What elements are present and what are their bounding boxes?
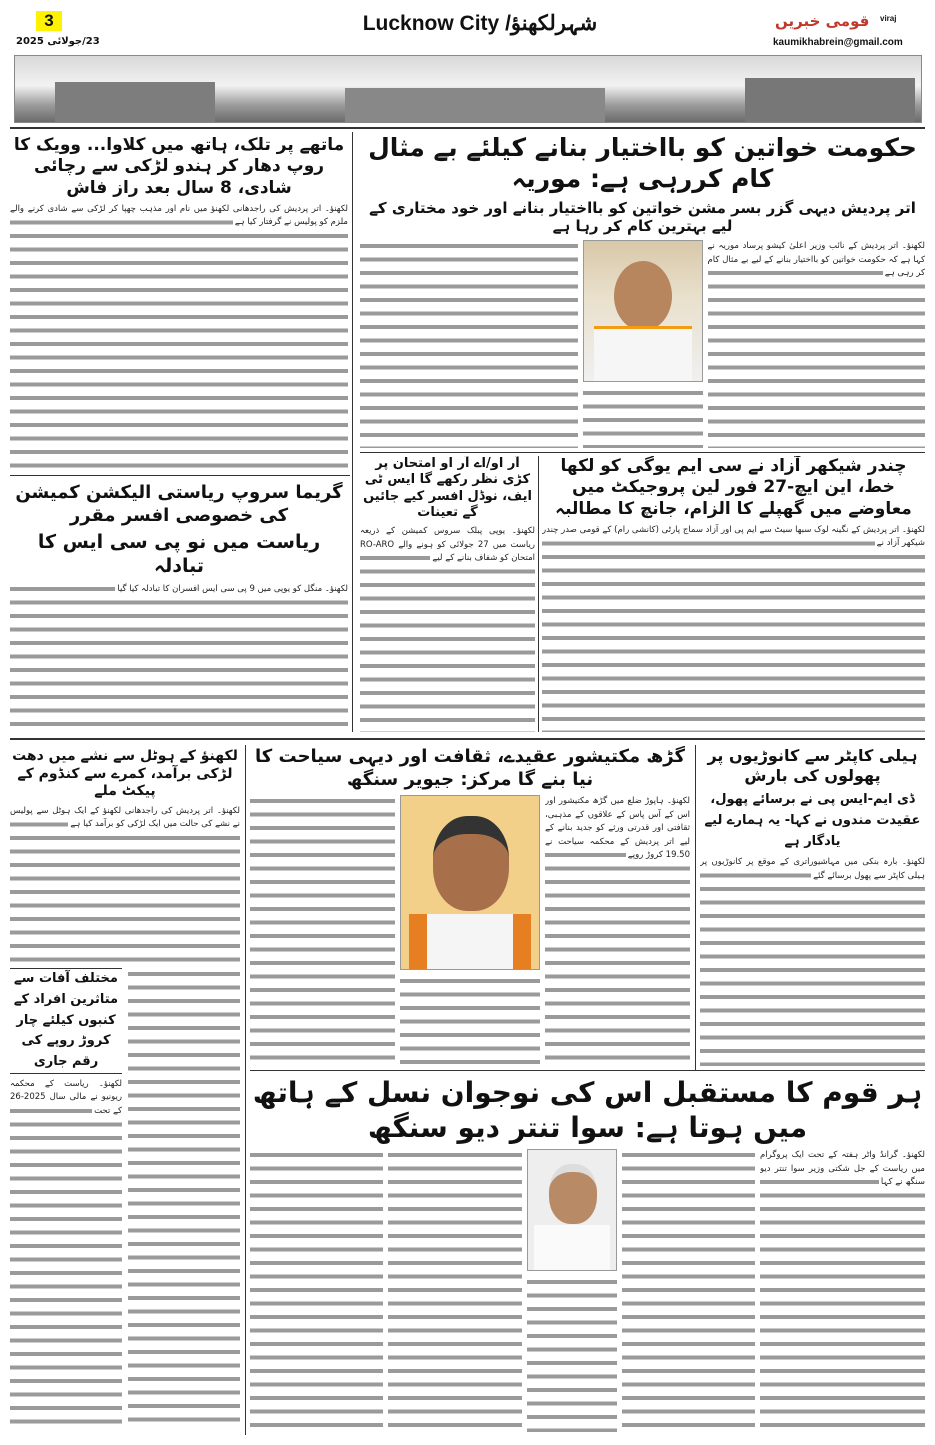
article-body-garhmukteshwar-2 [250,795,395,1066]
article-body-swatantra-5 [250,1149,383,1432]
headline-hindu-girl: ماتھے پر تلک، ہاتھ میں کلاوا... وویک کا روپ دھار کر ہندو لڑکی سے رچائی شادی، 8 سال بعد راز فاش [10,135,348,199]
paper-name: قومی خبریں [775,12,870,30]
headline-aafat: مختلف آفات سے متاثرین افراد کے کنبوں کیلئے چار کروڑ روپے کی رقم جاری [10,968,122,1074]
story-garima [10,482,348,732]
article-body-chandrashekhar: لکھنؤ۔ اتر پردیش کے نگینہ لوک سبھا سیٹ سے ایم پی اور آزاد سماج پارٹی (کانشی رام) کے قومی صدر چندر شیکھر آزاد نے [542,524,925,732]
article-body-maurya-2 [583,387,703,448]
article-body-hotel-2 [128,968,240,1430]
headline-ro-aro: آر او/اے آر او امتحان پر کڑی نظر رکھے گا ایس ٹی ایف، نوڈل افسر کیے جائیں گے تعینات [360,456,535,521]
contact-email: kaumikhabrein@gmail.com [773,37,903,48]
story-ro-aro [360,456,535,732]
article-body-hindu-girl: لکھنؤ۔ اتر پردیش کی راجدھانی لکھنؤ میں نام اور مذہب چھپا کر لڑکی سے شادی کرنے والے ملزم کو پولیس نے گرفتار کیا ہے [10,203,348,471]
story-chandrashekhar [542,456,925,732]
story-garhmukteshwar [250,746,690,1066]
subhead-garima: ریاست میں نو پی سی ایس کا تبادلہ [10,531,348,579]
story-swatantra [250,1075,925,1432]
headline-maurya: حکومت خواتین کو بااختیار بنانے کیلئے بے مثال کام کررہی ہے: موریہ [360,132,925,195]
article-body-maurya [360,240,578,448]
article-body-maurya-lead: لکھنؤ۔ اتر پردیش کے نائب وزیر اعلیٰ کیشو پرساد موریہ نے کہا ہے کہ حکومت خواتین کو بااختیار بنانے کے لیے بے مثال کام کر رہی ہے [708,240,926,448]
headline-garima: گریما سروپ ریاستی الیکشن کمیشن کی خصوصی افسر مقرر [10,482,348,527]
article-body-garhmukteshwar: لکھنؤ۔ ہاپوڑ ضلع میں گڑھ مکتیشور اور اس کے آس پاس کے علاقوں کے مذہبی، ثقافتی اور قدرتی ورثے کو جدید بنانے کے لیے اتر پردیش کے محکمہ سیاحت نے 19.50 کروڑ روپے [545,795,690,1066]
headline-swatantra: ہر قوم کا مستقبل اس کی نوجوان نسل کے ہاتھ میں ہوتا ہے: سوا تنتر دیو سنگھ [250,1075,925,1145]
article-body-swatantra-4 [527,1276,617,1432]
subhead-maurya: اتر پردیش دیہی گزر بسر مشن خواتین کو بااختیار بنانے اور خود مختاری کے لیے بہترین کام کر رہا ہے [360,199,925,237]
story-hotel [10,748,240,962]
story-hotel-continued [128,968,240,1430]
article-body-swatantra: لکھنؤ۔ گرانڈ واٹر ہفتہ کے تحت ایک پروگرام میں ریاست کے جل شکتی وزیر سوا تنتر دیو سنگھ نے کہا [760,1149,925,1432]
article-body-ro-aro: لکھنؤ۔ یوپی پبلک سروس کمیشن کے ذریعہ ریاست میں 27 جولائی کو ہونے والے RO-ARO امتحان کو شفاف بنانے کے لیے [360,525,535,732]
city-panorama-banner [14,55,922,123]
article-body-aafat: لکھنؤ۔ ریاست کے محکمہ ریونیو نے مالی سال 2025-26 کے تحت [10,1078,122,1430]
article-body-swatantra-3 [388,1149,521,1432]
story-maurya [360,132,925,448]
maurya-photo [583,240,703,382]
article-body-garhmukteshwar-3 [400,975,540,1066]
story-helicopter [700,746,925,1066]
headline-hotel: لکھنؤ کے ہوٹل سے نشے میں دھت لڑکی برآمد، کمرے سے کنڈوم کے پیکٹ ملے [10,748,240,801]
story-aafat [10,968,122,1430]
section-title: Lucknow City /شہرلکھنؤ [362,12,598,35]
issue-date: 23/جولائی 2025 [16,36,100,47]
article-body-hotel: لکھنؤ۔ اتر پردیش کی راجدھانی لکھنؤ کے ایک ہوٹل سے پولیس نے نشے کی حالت میں ایک لڑکی کو برآمد کیا ہے [10,805,240,963]
article-body-swatantra-2 [622,1149,755,1432]
subhead-helicopter: ڈی ایم-ایس پی نے برسائے پھول، عقیدت مندوں نے کہا- یہ ہمارے لیے یادگار ہے [700,790,925,852]
page-number-badge: 3 [36,11,62,31]
article-body-garima: لکھنؤ۔ منگل کو یوپی میں 9 پی سی ایس افسران کا تبادلہ کیا گیا [10,583,348,733]
headline-garhmukteshwar: گڑھ مکتیشور عقیدے، ثقافت اور دیہی سیاحت کا نیا بنے گا مرکز: جیویر سنگھ [250,746,690,791]
story-hindu-girl [10,135,348,471]
headline-chandrashekhar: چندر شیکھر آزاد نے سی ایم یوگی کو لکھا خط، این ایچ-27 فور لین پروجیکٹ میں معاوضے میں گھپلے کا الزام، جانچ کا مطالبہ [542,456,925,520]
swatantra-dev-singh-photo [527,1149,617,1271]
viraj-logo: viraj [880,14,897,23]
headline-helicopter: ہیلی کاپٹر سے کانوڑیوں پر پھولوں کی بارش [700,746,925,786]
article-body-helicopter: لکھنؤ۔ بارہ بنکی میں مہاشیوراتری کے موقع پر کانوڑیوں پر ہیلی کاپٹر سے پھول برسائے گئے [700,856,925,1066]
jaiveer-singh-photo [400,795,540,970]
